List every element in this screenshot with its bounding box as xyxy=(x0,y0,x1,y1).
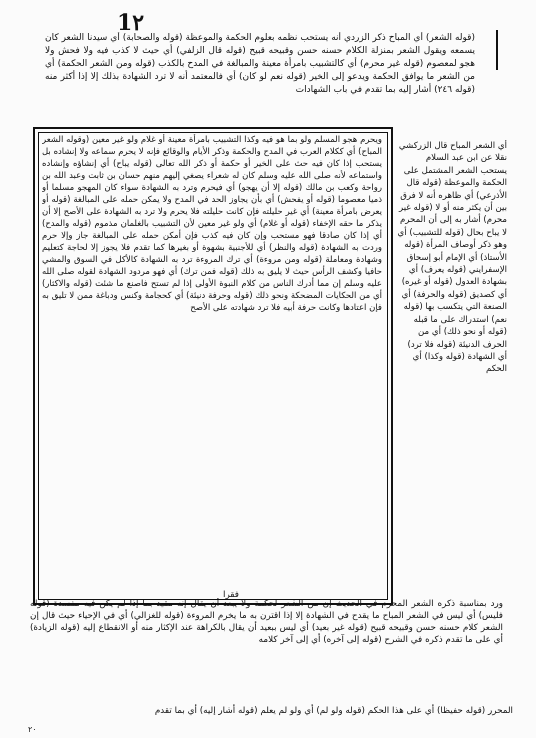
footer-text: المحرر (قوله حفيظا) أي على هذا الحكم (قوله ولو لم) أي ولو لم يعلم (قوله أشار إليه) أي بما تقدم xyxy=(154,706,513,716)
top-notes-text: (قوله الشعر) أي المباح ذكر الزردي أنه يستحب نظمه بعلوم الحكمة والموعظة (قوله والصحابة) أي سيدنا الشعر كان يسمعه ويقول الشعر بمنزلة الكلام حسنه حسن وقبيحه قبيح (قوله قال الزلفي) أي حيث لا كذب فيه ولا فحش ولا هجو لمعصوم (قوله غير محرم) أي كالتشبيب بامرأة معينة والمبالغة في المدح بالكذب (قوله ومن الشعر الحكمة) أي من الشعر ما يوافق الحكمة ويدعو إلى الخير (قوله نعم لو كان) أي فالمعتمد أنه لا ترد الشهادة بذلك إلا إذا أكثر منه (قوله ٢٤٦) أشار إليه بما تقدم في باب الشهادات xyxy=(45,33,475,95)
small-insert-word: فقرا xyxy=(223,590,239,600)
page-corner-mark: 1٢ xyxy=(117,10,145,36)
right-margin-notes: أي الشعر المباح قال الزركشي نقلا عن ابن عبد السلام يستحب الشعر المشتمل على الحكمة والموعظة (قوله قال الأذرعي) أي ظاهره أنه لا فرق بين أن يكثر منه أو لا (قوله غير محرم) أشار به إلى أن المحرم لا يباح بحال (قوله للتشبيب) أي وهو ذكر أوصاف المرأة (قوله الأستاذ) أي الإمام أبو إسحاق الإسفرايني (قوله يعرف) أي بشهادة العدول (قوله أو غيره) أي كصديق (قوله والحرفة) أي الصنعة التي يتكسب بها (قوله نعم) استدراك على ما قبله (قوله أو نحو ذلك) أي من الحرف الدنيئة (قوله فلا ترد) أي الشهادة (قوله وكذا) أي الحكم xyxy=(397,141,507,375)
margin-vertical-mark xyxy=(496,30,498,70)
bottom-notes-text: ورد بمناسبة ذكره الشعر المحرم في الحديث إن من الشعر لحكمة ولا يبعد أن يقال إنه مقيد بما إذا لم يكن فيه مفسدة (قوله فليس) أي ليس في الشعر المباح ما يقدح في الشهادة إلا إذا اقترن به ما يخرم المروءة (قوله للغزالي) أي في الإحياء حيث قال إن الشعر كلام حسنه حسن وقبيحه قبيح (قوله غير بعيد) أي ليس ببعيد أن يقال بالكراهة عند الإكثار منه أو الانقطاع إليه (قوله الزيادة) أي على ما تقدم ذكره في الشرح (قوله إلى آخره) أي إلى آخر كلامه xyxy=(30,599,503,645)
page-number: ٢٠ xyxy=(28,725,37,734)
main-framed-text: ويحرم هجو المسلم ولو بما هو فيه وكذا التشبيب بامرأة معينة أو غلام ولو غير معين (وقوله الشعر المباح) أي ككلام العرب في المدح والحكمة وذكر الأيام والوقائع فإنه لا يحرم سماعه ولا إنشاده بل يستحب إذا كان فيه حث على الخير أو حكمة أو ذكر الله تعالى (قوله يباح) أي إنشاؤه وإنشاده واستماعه لأنه صلى الله عليه وسلم كان له شعراء يصغي إليهم منهم حسان بن ثابت وعبد الله بن رواحة وكعب بن مالك (قوله إلا أن يهجو) أي فيحرم وترد به الشهادة سواء كان المهجو مسلما أو ذميا معصوما (قوله أو يفحش) أي بأن يجاوز الحد في المدح ولا يمكن حمله على المبالغة (قوله أو يعرض بامرأة معينة) أي غير حليلته فإن كانت حليلته فلا يحرم ولا ترد به الشهادة على الأصح إلا أن يذكر ما حقه الإخفاء (قوله أو غلام) أي ولو غير معين لأن التشبيب بالغلمان مذموم (قوله والمدح) أي إذا كان صادقا فهو مستحب وإن كان فيه كذب فإن أمكن حمله على المبالغة جاز وإلا حرم وردت به الشهادة (قوله والنظر) أي للأجنبية بشهوة أو بغيرها كما تقدم فلا يجوز إلا لحاجة كتعليم وشهادة ومعاملة (قوله ومن مروءة) أي ترك المروءة ترد به الشهادة كالأكل في السوق والمشي حافيا وكشف الرأس حيث لا يليق به ذلك (قوله فمن ترك) أي فهو مردود الشهادة لقوله صلى الله عليه وسلم إن مما أدرك الناس من كلام النبوة الأولى إذا لم تستح فاصنع ما شئت (قوله والاكثار) أي من الحكايات المضحكة ونحو ذلك (قوله وحرفة دنيئة) أي كحجامة وكنس ودباغة ممن لا تليق به فإن اعتادها وكانت حرفة أبيه فلا ترد شهادته على الأصح xyxy=(42,135,382,313)
